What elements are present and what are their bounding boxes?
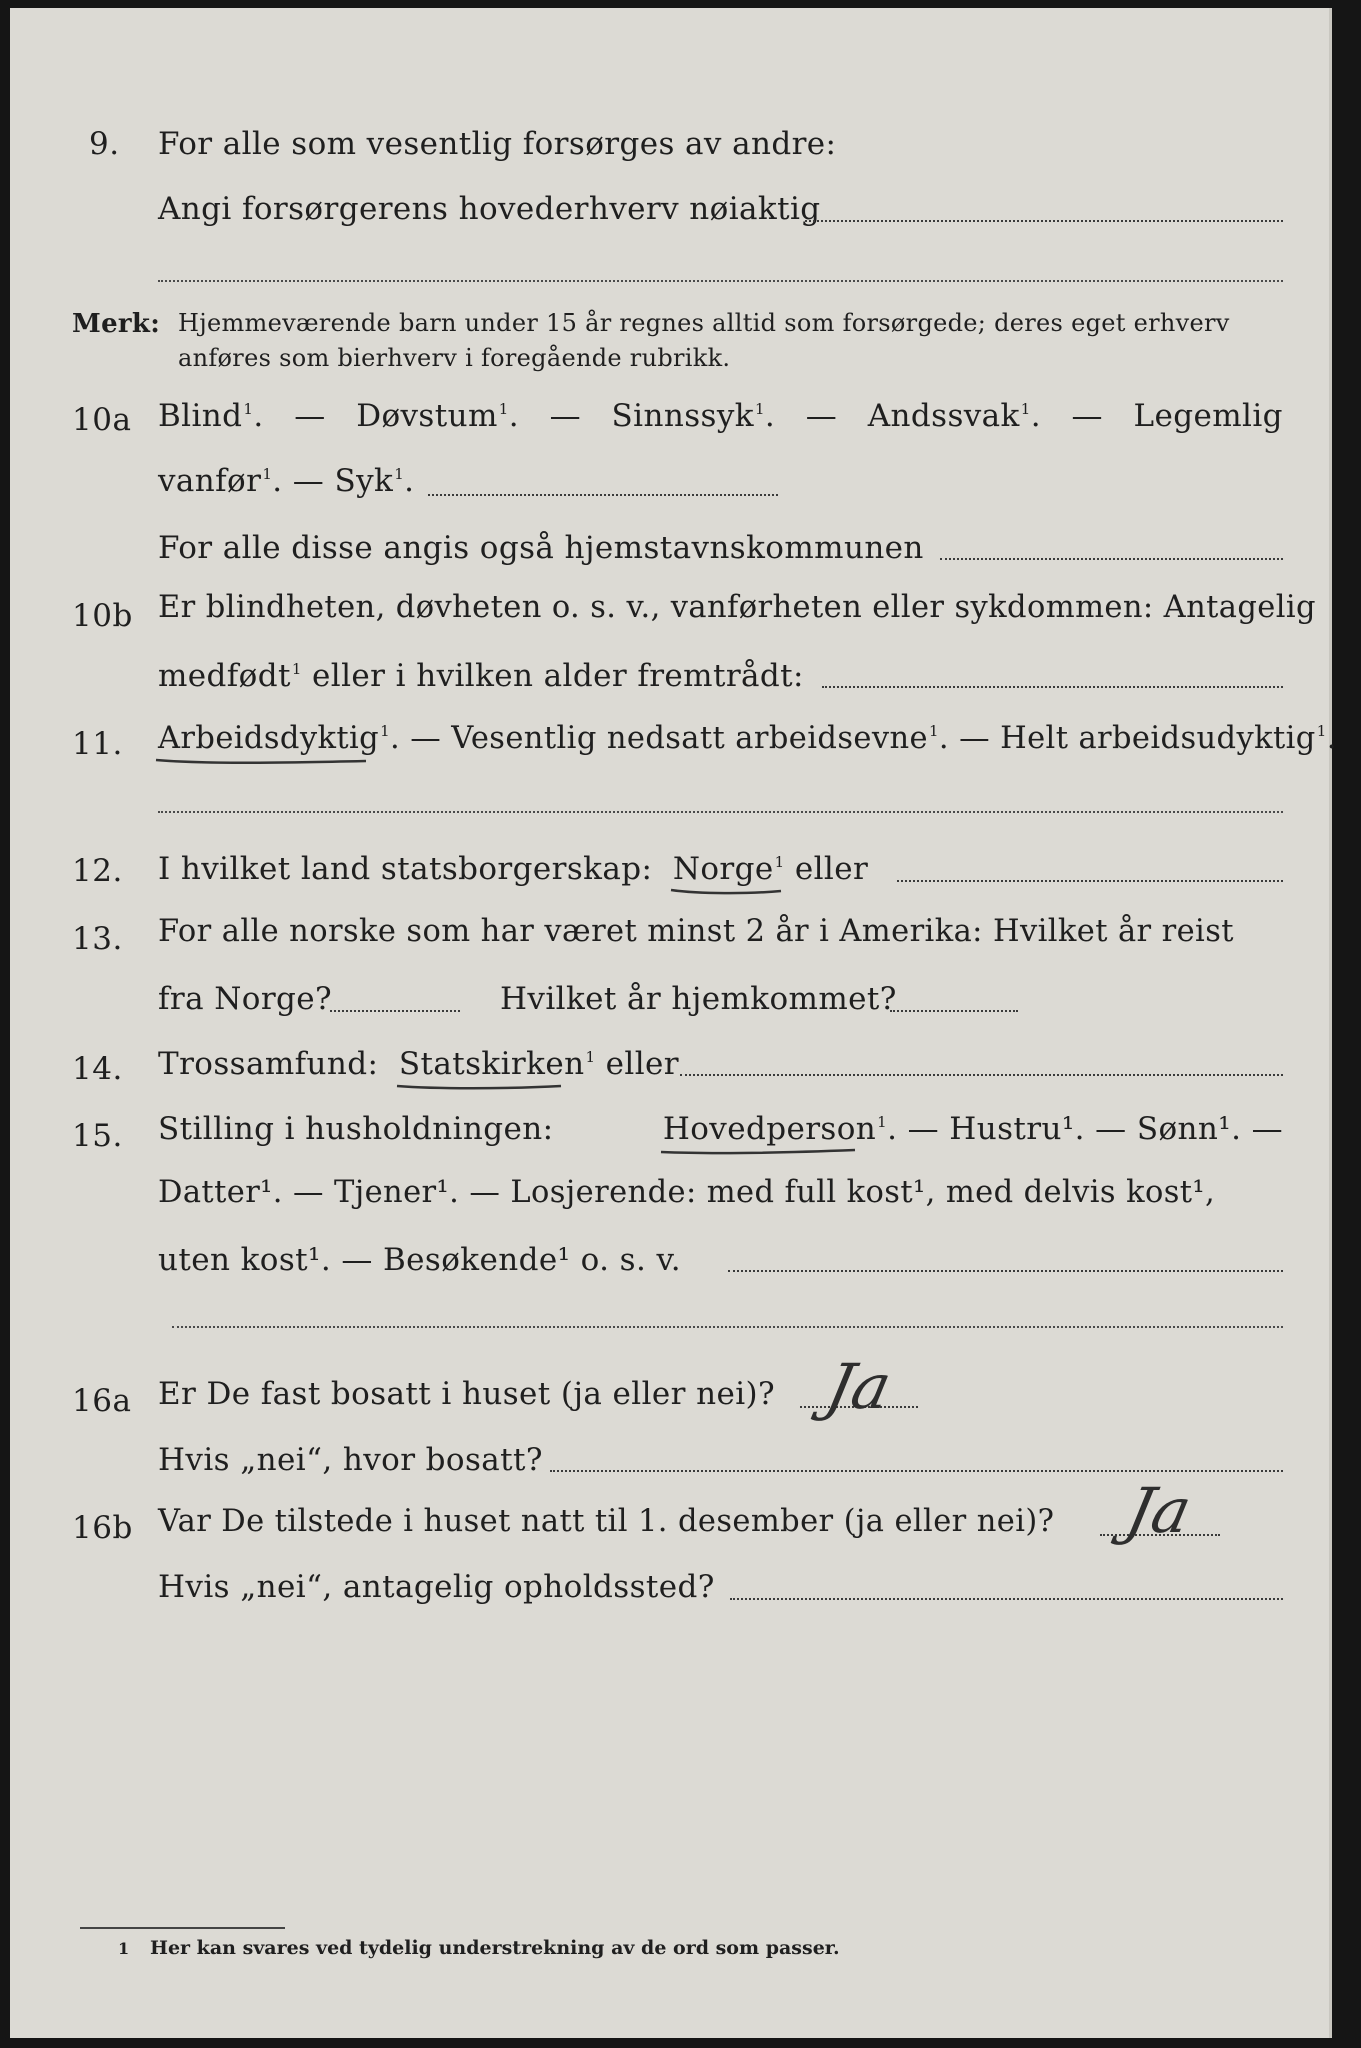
q11-number: 11. xyxy=(72,726,123,762)
underline-mark xyxy=(154,754,369,768)
q9-line2: Angi forsørgerens hovederhverv nøiaktig xyxy=(158,191,821,227)
q15-hovedperson-underlined: Hovedperson xyxy=(663,1111,876,1147)
q10a-sinnssyk: Sinnssyk$^1$. xyxy=(611,398,776,434)
q10a-answer-line[interactable] xyxy=(428,494,778,496)
q12-number: 12. xyxy=(72,853,123,889)
q9-answer-line[interactable] xyxy=(805,220,1283,222)
q15-line3: uten kost¹. — Besøkende¹ o. s. v. xyxy=(158,1242,681,1278)
q16b-opholdssted-line[interactable] xyxy=(730,1598,1283,1600)
q16b-number: 16b xyxy=(72,1510,133,1546)
q10b-answer-line[interactable] xyxy=(822,686,1283,688)
q10b-number: 10b xyxy=(72,598,133,634)
q16a-line2: Hvis „nei“, hvor bosatt? xyxy=(158,1442,543,1478)
q10a-line3: For alle disse angis også hjemstavnskommunen xyxy=(158,530,924,566)
q11-line1: Arbeidsdyktig $^1$. — Vesentlig nedsatt arbeidsevne$^1$. — Helt arbeidsudyktig$^1$. xyxy=(158,721,1337,756)
footnote-mark: 1 xyxy=(118,1939,130,1958)
q14-number: 14. xyxy=(72,1051,123,1087)
q16a-number: 16a xyxy=(72,1383,132,1419)
q12-answer-line[interactable] xyxy=(897,880,1283,882)
q15-line2: Datter¹. — Tjener¹. — Losjerende: med full kost¹, med delvis kost¹, xyxy=(158,1175,1216,1210)
q13-number: 13. xyxy=(72,921,123,957)
q11-arbeidsdyktig-underlined: Arbeidsdyktig xyxy=(158,721,379,756)
q12-norge-underlined: Norge xyxy=(673,851,774,887)
q10b-line2: medfødt$^1$ eller i hvilken alder fremtrådt: xyxy=(158,658,804,694)
q9-extra-line[interactable] xyxy=(158,280,1283,282)
q16b-handwritten-answer: Ja xyxy=(1120,1474,1198,1547)
q16b-line1: Var De tilstede i huset natt til 1. desember (ja eller nei)? xyxy=(158,1504,1055,1539)
q15-line1: Stilling i husholdningen: Hovedperson $^1$. — Hustru¹. — Sønn¹. — xyxy=(158,1111,1283,1147)
q10a-number: 10a xyxy=(72,402,132,438)
q16a-line1: Er De fast bosatt i huset (ja eller nei)? xyxy=(158,1376,776,1412)
q10a-line1: Blind$^1$. — Døvstum$^1$. — Sinnssyk$^1$. — Andssvak$^1$. — Legemlig xyxy=(158,398,1283,434)
q13-line2b: Hvilket år hjemkommet? xyxy=(500,981,897,1017)
merk-label: Merk: xyxy=(72,309,161,339)
q16b-line2: Hvis „nei“, antagelig opholdssted? xyxy=(158,1569,715,1605)
q15-answer-line[interactable] xyxy=(728,1270,1283,1272)
q10b-line1: Er blindheten, døvheten o. s. v., vanførheten eller sykdommen: Antagelig xyxy=(158,590,1316,625)
merk-line2: anføres som bierhverv i foregående rubrikk. xyxy=(178,344,731,372)
merk-line1: Hjemmeværende barn under 15 år regnes alltid som forsørgede; deres eget erhverv xyxy=(178,309,1230,337)
q13-line1: For alle norske som har været minst 2 år i Amerika: Hvilket år reist xyxy=(158,914,1234,949)
q9-line1: For alle som vesentlig forsørges av andre: xyxy=(158,126,837,162)
q10a-dovstum: Døvstum$^1$. xyxy=(356,398,519,434)
q10a-legemlig: Legemlig xyxy=(1133,398,1283,434)
q14-statskirken-underlined: Statskirken xyxy=(399,1046,585,1082)
q16a-bosatt-line[interactable] xyxy=(550,1470,1283,1472)
q14-line: Trossamfund: Statskirken $^1$ eller xyxy=(158,1046,679,1082)
q10a-andssvak: Andssvak$^1$. xyxy=(867,398,1041,434)
q13-line2a: fra Norge? xyxy=(158,981,333,1017)
q13-hjemkommet-line[interactable] xyxy=(890,1010,1018,1012)
footnote-text: Her kan svares ved tydelig understrekning av de ord som passer. xyxy=(150,1937,840,1959)
q9-number: 9. xyxy=(89,126,120,162)
q12-line: I hvilket land statsborgerskap: Norge $^1$ eller xyxy=(158,851,868,887)
q16a-handwritten-answer: Ja xyxy=(820,1350,898,1423)
q10a-blind: Blind$^1$. xyxy=(158,398,264,434)
underline-mark xyxy=(395,1080,565,1094)
q15-number: 15. xyxy=(72,1118,123,1154)
underline-mark xyxy=(669,885,784,899)
q11-extra-line[interactable] xyxy=(158,811,1283,813)
underline-mark xyxy=(659,1145,859,1159)
q13-reist-line[interactable] xyxy=(330,1010,460,1012)
census-form-page xyxy=(10,8,1337,2038)
q15-extra-line[interactable] xyxy=(172,1326,1283,1328)
q10a-kommune-line[interactable] xyxy=(940,558,1283,560)
footnote-rule xyxy=(80,1927,285,1929)
q10a-line2: vanfør$^1$. — Syk$^1$. xyxy=(158,463,415,499)
q14-answer-line[interactable] xyxy=(680,1074,1283,1076)
